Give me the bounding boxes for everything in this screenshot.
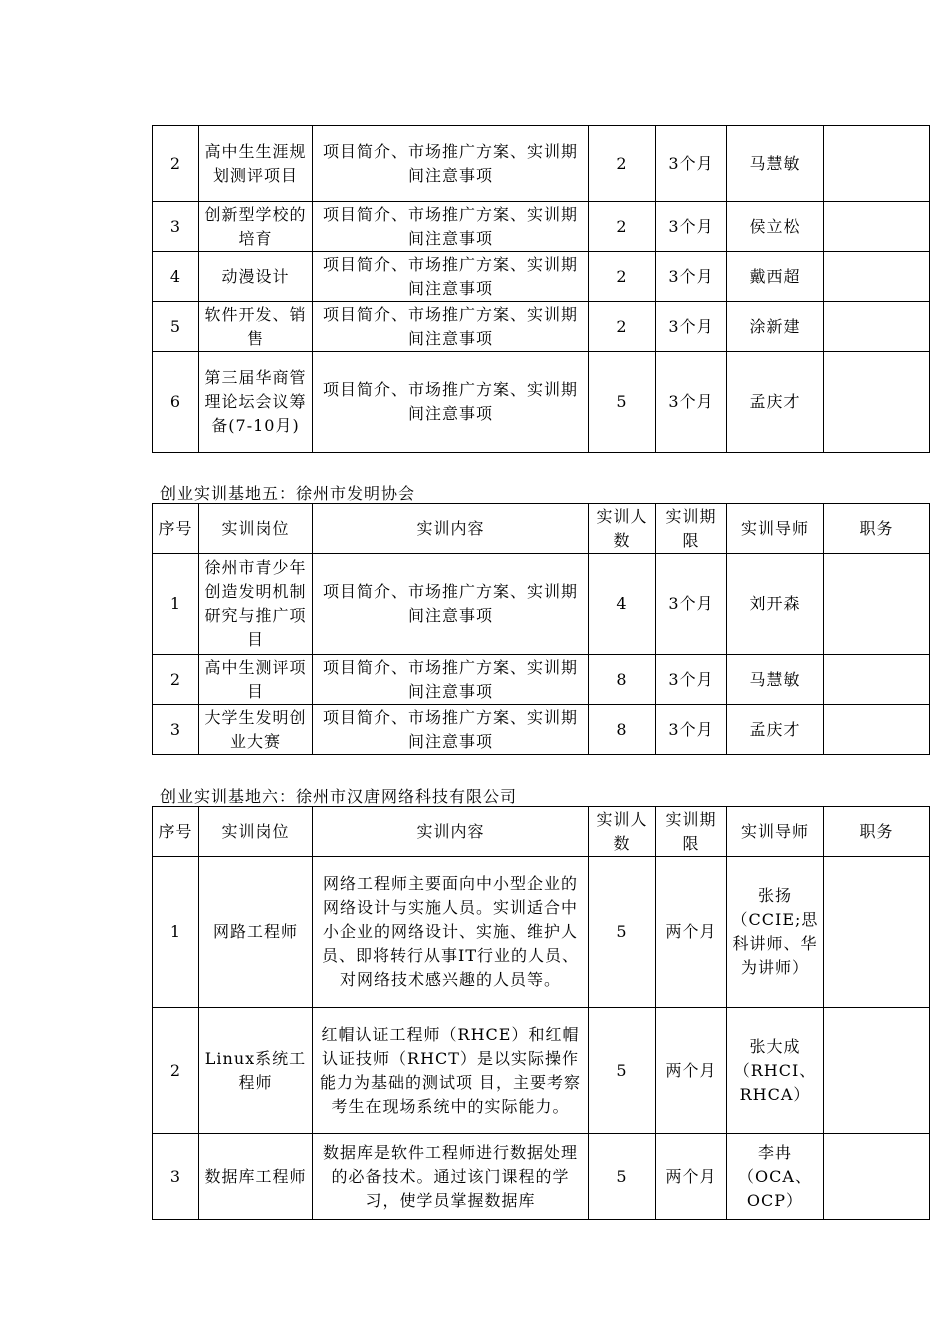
cell-title xyxy=(824,352,930,453)
cell-title xyxy=(824,857,930,1008)
cell-content: 项目简介、市场推广方案、实训期间注意事项 xyxy=(313,352,589,453)
cell-period: 3个月 xyxy=(656,302,727,352)
cell-title xyxy=(824,655,930,705)
table-base5 xyxy=(152,503,930,755)
cell-post: 第三届华商管理论坛会议筹备(7-10月) xyxy=(199,352,313,453)
cell-mentor: 张大成（RHCI、RHCA） xyxy=(727,1008,824,1134)
cell-content: 项目简介、市场推广方案、实训期间注意事项 xyxy=(313,705,589,755)
cell-post: 网路工程师 xyxy=(199,857,313,1008)
cell-mentor: 刘开森 xyxy=(727,554,824,655)
cell-content: 项目简介、市场推广方案、实训期间注意事项 xyxy=(313,554,589,655)
header-post: 实训岗位 xyxy=(199,807,313,857)
cell-no: 1 xyxy=(153,857,199,1008)
cell-period: 3个月 xyxy=(656,352,727,453)
section5-caption: 创业实训基地五：徐州市发明协会 xyxy=(160,484,416,503)
cell-no: 3 xyxy=(153,705,199,755)
cell-content: 网络工程师主要面向中小型企业的网络设计与实施人员。实训适合中小企业的网络设计、实施、维护人员、即将转行从事IT行业的人员、对网络技术感兴趣的人员等。 xyxy=(313,857,589,1008)
cell-count: 2 xyxy=(589,252,656,302)
cell-content: 项目简介、市场推广方案、实训期间注意事项 xyxy=(313,126,589,202)
cell-no: 2 xyxy=(153,126,199,202)
cell-count: 2 xyxy=(589,302,656,352)
cell-count: 4 xyxy=(589,554,656,655)
table-row xyxy=(153,352,930,453)
cell-mentor: 李冉（OCA、OCP） xyxy=(727,1134,824,1220)
header-no: 序号 xyxy=(153,807,199,857)
cell-title xyxy=(824,302,930,352)
header-content: 实训内容 xyxy=(313,807,589,857)
section6-caption: 创业实训基地六：徐州市汉唐网络科技有限公司 xyxy=(160,787,518,806)
cell-period: 两个月 xyxy=(656,1134,727,1220)
table-header-row xyxy=(153,807,930,857)
header-mentor: 实训导师 xyxy=(727,504,824,554)
table-row xyxy=(153,655,930,705)
header-mentor: 实训导师 xyxy=(727,807,824,857)
table-row xyxy=(153,1008,930,1134)
cell-title xyxy=(824,126,930,202)
cell-count: 2 xyxy=(589,202,656,252)
header-count: 实训人数 xyxy=(589,504,656,554)
cell-no: 5 xyxy=(153,302,199,352)
cell-title xyxy=(824,1008,930,1134)
cell-count: 8 xyxy=(589,705,656,755)
cell-post: 高中生测评项目 xyxy=(199,655,313,705)
table-row xyxy=(153,252,930,302)
cell-no: 4 xyxy=(153,252,199,302)
cell-mentor: 张扬（CCIE;思科讲师、华为讲师） xyxy=(727,857,824,1008)
table-row xyxy=(153,302,930,352)
cell-period: 3个月 xyxy=(656,554,727,655)
cell-title xyxy=(824,252,930,302)
header-title: 职务 xyxy=(824,807,930,857)
cell-mentor: 孟庆才 xyxy=(727,705,824,755)
header-no: 序号 xyxy=(153,504,199,554)
cell-post: Linux系统工程师 xyxy=(199,1008,313,1134)
cell-title xyxy=(824,554,930,655)
cell-period: 3个月 xyxy=(656,705,727,755)
header-title: 职务 xyxy=(824,504,930,554)
header-count: 实训人数 xyxy=(589,807,656,857)
table-row xyxy=(153,857,930,1008)
header-period: 实训期限 xyxy=(656,504,727,554)
cell-mentor: 马慧敏 xyxy=(727,655,824,705)
cell-post: 大学生发明创业大赛 xyxy=(199,705,313,755)
cell-period: 3个月 xyxy=(656,202,727,252)
cell-mentor: 侯立松 xyxy=(727,202,824,252)
cell-no: 3 xyxy=(153,202,199,252)
cell-period: 两个月 xyxy=(656,857,727,1008)
table-row xyxy=(153,202,930,252)
cell-title xyxy=(824,202,930,252)
cell-mentor: 涂新建 xyxy=(727,302,824,352)
cell-period: 两个月 xyxy=(656,1008,727,1134)
table-base6 xyxy=(152,806,930,1220)
cell-title xyxy=(824,1134,930,1220)
cell-post: 软件开发、销售 xyxy=(199,302,313,352)
cell-content: 红帽认证工程师（RHCE）和红帽认证技师（RHCT）是以实际操作能力为基础的测试项 目，主要考察考生在现场系统中的实际能力。 xyxy=(313,1008,589,1134)
table-row xyxy=(153,554,930,655)
cell-content: 项目简介、市场推广方案、实训期间注意事项 xyxy=(313,655,589,705)
cell-title xyxy=(824,705,930,755)
cell-content: 项目简介、市场推广方案、实训期间注意事项 xyxy=(313,202,589,252)
cell-count: 8 xyxy=(589,655,656,705)
cell-content: 项目简介、市场推广方案、实训期间注意事项 xyxy=(313,252,589,302)
table-row xyxy=(153,126,930,202)
cell-no: 1 xyxy=(153,554,199,655)
header-content: 实训内容 xyxy=(313,504,589,554)
cell-period: 3个月 xyxy=(656,252,727,302)
cell-count: 5 xyxy=(589,352,656,453)
table-row xyxy=(153,1134,930,1220)
cell-mentor: 孟庆才 xyxy=(727,352,824,453)
cell-period: 3个月 xyxy=(656,655,727,705)
cell-no: 2 xyxy=(153,655,199,705)
cell-mentor: 马慧敏 xyxy=(727,126,824,202)
cell-no: 3 xyxy=(153,1134,199,1220)
cell-post: 徐州市青少年创造发明机制研究与推广项目 xyxy=(199,554,313,655)
cell-count: 5 xyxy=(589,1134,656,1220)
cell-content: 项目简介、市场推广方案、实训期间注意事项 xyxy=(313,302,589,352)
cell-post: 动漫设计 xyxy=(199,252,313,302)
cell-period: 3个月 xyxy=(656,126,727,202)
cell-count: 5 xyxy=(589,857,656,1008)
cell-mentor: 戴西超 xyxy=(727,252,824,302)
header-period: 实训期限 xyxy=(656,807,727,857)
cell-post: 创新型学校的培育 xyxy=(199,202,313,252)
cell-content: 数据库是软件工程师进行数据处理的必备技术。通过该门课程的学习，使学员掌握数据库 xyxy=(313,1134,589,1220)
cell-no: 6 xyxy=(153,352,199,453)
table-row xyxy=(153,705,930,755)
cell-no: 2 xyxy=(153,1008,199,1134)
cell-count: 5 xyxy=(589,1008,656,1134)
cell-post: 数据库工程师 xyxy=(199,1134,313,1220)
cell-count: 2 xyxy=(589,126,656,202)
table-header-row xyxy=(153,504,930,554)
cell-post: 高中生生涯规划测评项目 xyxy=(199,126,313,202)
table-base4-continued xyxy=(152,125,930,453)
header-post: 实训岗位 xyxy=(199,504,313,554)
